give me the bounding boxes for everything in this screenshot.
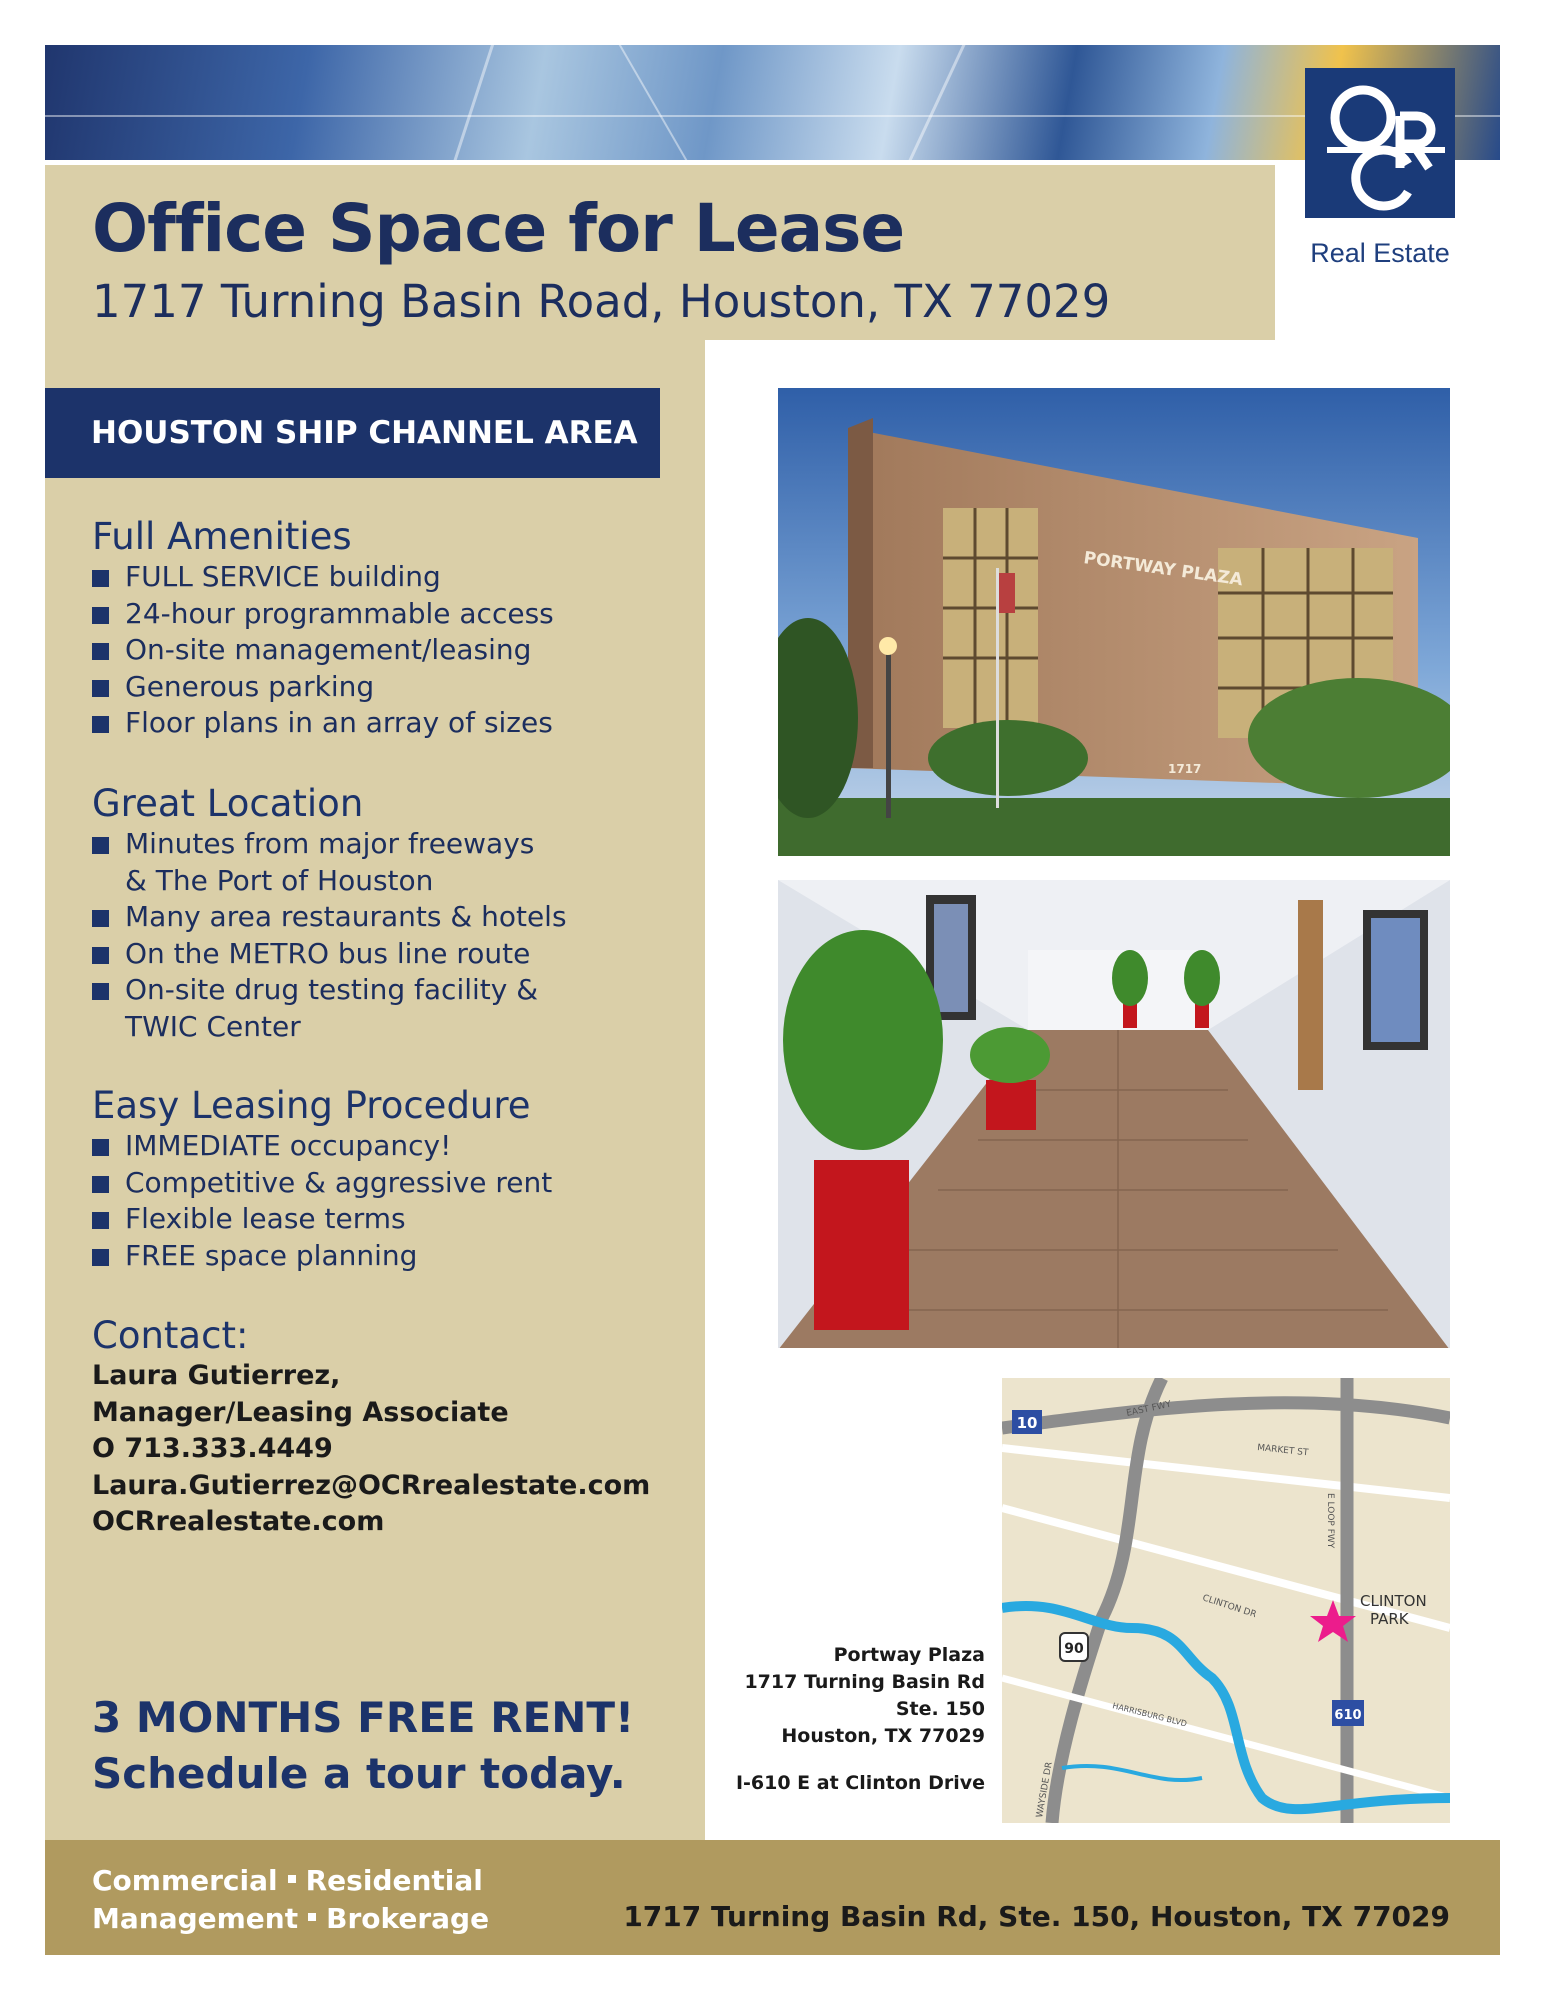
list-item: Minutes from major freeways — [92, 826, 692, 863]
list-item-continuation: TWIC Center — [125, 1009, 301, 1043]
bullet-icon — [92, 1212, 109, 1229]
list-item: On-site drug testing facility & — [92, 972, 692, 1009]
location-map — [1002, 1378, 1450, 1823]
caption-line: Portway Plaza — [833, 1644, 985, 1666]
map-i10-label: 10 — [1016, 1414, 1038, 1432]
list-item: On the METRO bus line route — [92, 936, 692, 973]
building-sign: PORTWAY PLAZA — [1082, 548, 1245, 591]
bullet-icon — [92, 716, 109, 733]
building-number: 1717 — [1168, 762, 1202, 776]
promo-block — [92, 1690, 692, 1802]
contact-heading: Contact: — [92, 1314, 249, 1357]
list-item: FULL SERVICE building — [92, 559, 692, 596]
contact-phone[interactable]: O 713.333.4449 — [92, 1433, 333, 1464]
caption-line: Houston, TX 77029 — [781, 1725, 985, 1747]
bullet-icon — [92, 1139, 109, 1156]
bullet-icon — [92, 1176, 109, 1193]
caption-line: Ste. 150 — [895, 1698, 985, 1720]
map-clinton-dr-label: CLINTON DR — [1201, 1593, 1258, 1621]
bullet-icon — [92, 947, 109, 964]
list-item: Many area restaurants & hotels — [92, 899, 692, 936]
bullet-icon — [92, 983, 109, 1000]
ocr-logo — [1305, 68, 1455, 218]
contact-section — [92, 1314, 692, 1541]
list-item: Floor plans in an array of sizes — [92, 705, 692, 742]
contact-website[interactable]: OCRrealestate.com — [92, 1506, 385, 1537]
map-clinton-park-label: CLINTON — [1360, 1592, 1427, 1610]
promo-line-1: 3 MONTHS FREE RENT! — [92, 1693, 635, 1742]
logo-subtitle: Real Estate — [1310, 238, 1450, 268]
service-label: Commercial — [92, 1864, 278, 1897]
section-heading: Full Amenities — [92, 515, 352, 558]
header-banner-image — [45, 45, 1500, 160]
map-east-fwy-label: EAST FWY — [1125, 1399, 1173, 1419]
building-exterior-photo — [778, 388, 1450, 856]
section-heading: Great Location — [92, 782, 364, 825]
caption-line: 1717 Turning Basin Rd — [744, 1671, 985, 1693]
bullet-icon — [92, 910, 109, 927]
bullet-icon — [92, 837, 109, 854]
contact-role: Manager/Leasing Associate — [92, 1396, 509, 1428]
list-item: 24-hour programmable access — [92, 596, 692, 633]
map-us90-label: 90 — [1064, 1641, 1084, 1657]
map-harrisburg-label: HARRISBURG BLVD — [1111, 1701, 1188, 1729]
list-item: On-site management/leasing — [92, 632, 692, 669]
footer-address: 1717 Turning Basin Rd, Ste. 150, Houston, TX 77029 — [623, 1900, 1450, 1933]
bullet-icon — [92, 607, 109, 624]
separator-dot-icon — [288, 1875, 296, 1883]
list-item: Generous parking — [92, 669, 692, 706]
list-item: Competitive & aggressive rent — [92, 1165, 692, 1202]
page-subtitle: 1717 Turning Basin Road, Houston, TX 77029 — [92, 275, 1111, 328]
contact-name: Laura Gutierrez, — [92, 1360, 341, 1391]
footer-services — [92, 1862, 489, 1938]
area-label: HOUSTON SHIP CHANNEL AREA — [45, 388, 660, 478]
contact-email[interactable]: Laura.Gutierrez@OCRrealestate.com — [92, 1469, 651, 1501]
bullet-icon — [92, 680, 109, 697]
service-label: Management — [92, 1902, 299, 1935]
list-item: FREE space planning — [92, 1238, 692, 1275]
map-clinton-park-label: PARK — [1370, 1610, 1409, 1628]
list-item: IMMEDIATE occupancy! — [92, 1128, 692, 1165]
amenities-section — [92, 515, 692, 742]
map-i610-label: 610 — [1334, 1708, 1362, 1723]
separator-dot-icon — [308, 1913, 316, 1921]
service-label: Brokerage — [326, 1902, 490, 1935]
bullet-icon — [92, 570, 109, 587]
page-title: Office Space for Lease — [92, 190, 905, 267]
map-loop-label: E LOOP FWY — [1325, 1493, 1335, 1549]
leasing-section — [92, 1084, 692, 1274]
list-item-continuation: & The Port of Houston — [125, 863, 434, 897]
map-caption — [705, 1642, 985, 1797]
map-market-st-label: MARKET ST — [1256, 1443, 1309, 1459]
promo-line-2: Schedule a tour today. — [92, 1749, 626, 1798]
bullet-icon — [92, 643, 109, 660]
bullet-icon — [92, 1249, 109, 1266]
section-heading: Easy Leasing Procedure — [92, 1084, 531, 1127]
interior-hallway-photo — [778, 880, 1450, 1348]
service-label: Residential — [305, 1864, 483, 1897]
location-section — [92, 782, 692, 1045]
map-wayside-label: WAYSIDE DR — [1035, 1761, 1055, 1819]
map-directions: I-610 E at Clinton Drive — [735, 1772, 985, 1794]
list-item: Flexible lease terms — [92, 1201, 692, 1238]
